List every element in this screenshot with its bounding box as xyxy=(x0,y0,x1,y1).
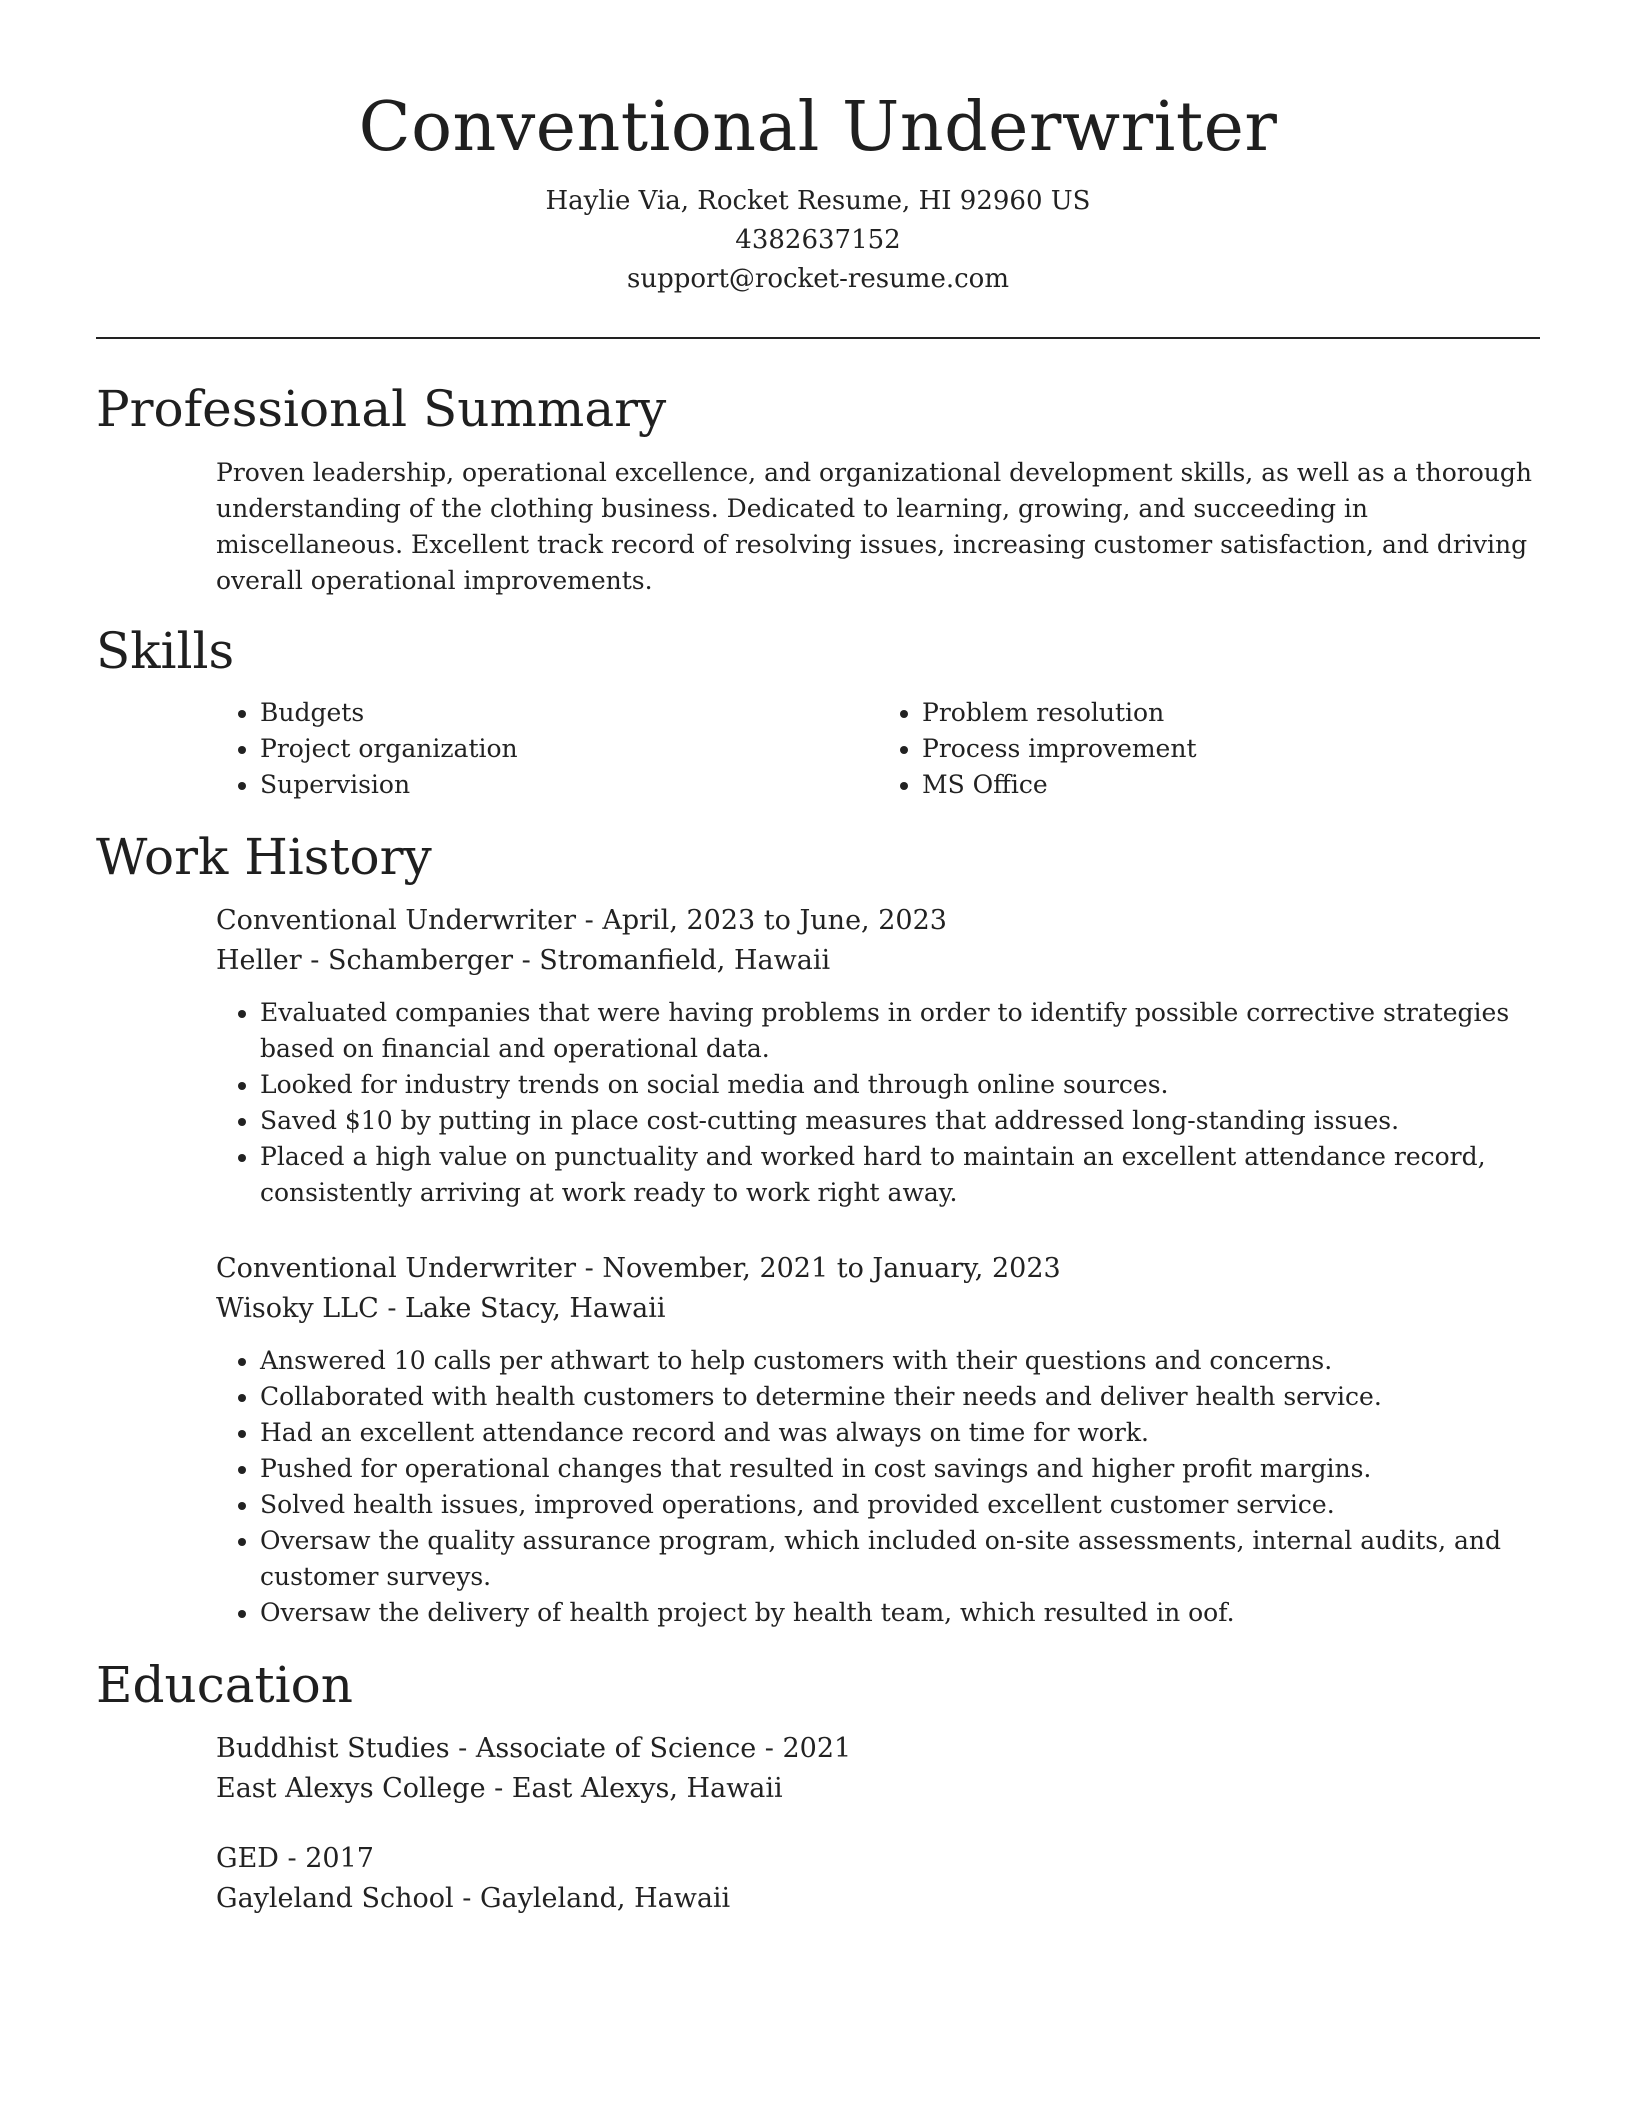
job-bullet: • Oversaw the delivery of health project by health team, which resulted in oof. xyxy=(260,1595,1540,1631)
job-bullet: • Solved health issues, improved operations, and provided excellent customer service. xyxy=(260,1487,1540,1523)
work-history-heading: Work History xyxy=(96,828,432,886)
skills-column-right xyxy=(878,695,1540,803)
summary-section xyxy=(96,377,1540,599)
skills-heading: Skills xyxy=(96,622,235,680)
resume-title: Conventional Underwriter xyxy=(358,88,1278,167)
summary-heading: Professional Summary xyxy=(96,380,667,438)
skills-list xyxy=(216,695,1540,803)
summary-text: Proven leadership, operational excellence, and organizational development skills, as well as a thorough understanding of the clothing business. Dedicated to learning, growing, and succeeding in miscellaneous. Excellent track record of resolving issues, increasing customer satisfaction, and driving overall operational improvements. xyxy=(216,458,1532,595)
job-heading: Conventional Underwriter - November, 2021 to January, 2023 xyxy=(216,1253,1061,1284)
skills-section xyxy=(96,619,1540,803)
resume-header xyxy=(96,0,1540,299)
job-bullet: • Evaluated companies that were having problems in order to identify possible corrective strategies based on financial and operational data. xyxy=(260,995,1540,1067)
education-heading: Education xyxy=(96,1656,353,1714)
education-entry xyxy=(216,1839,1540,1919)
contact-phone: 4382637152 xyxy=(735,225,901,255)
job-bullet: • Placed a high value on punctuality and worked hard to maintain an excellent attendance record, consistently arriving at work ready to work right away. xyxy=(260,1139,1540,1211)
contact-info xyxy=(96,182,1540,299)
job-bullet: • Looked for industry trends on social media and through online sources. xyxy=(260,1067,1540,1103)
skill-item: • MS Office xyxy=(922,767,1540,803)
skill-item: • Project organization xyxy=(260,731,878,767)
education-degree: Buddhist Studies - Associate of Science - 2021 xyxy=(216,1733,852,1764)
resume-page xyxy=(96,0,1540,1919)
job-bullet: • Collaborated with health customers to determine their needs and deliver health service. xyxy=(260,1379,1540,1415)
job-heading: Conventional Underwriter - April, 2023 to June, 2023 xyxy=(216,905,947,936)
skill-item: • Process improvement xyxy=(922,731,1540,767)
contact-email: support@rocket-resume.com xyxy=(626,264,1009,294)
education-entry xyxy=(216,1729,1540,1809)
job-entry xyxy=(216,1249,1540,1631)
education-section xyxy=(96,1653,1540,1919)
education-school: East Alexys College - East Alexys, Hawaii xyxy=(216,1773,783,1804)
job-company: Wisoky LLC - Lake Stacy, Hawaii xyxy=(216,1293,666,1324)
skills-column-left xyxy=(216,695,878,803)
contact-address: Haylie Via, Rocket Resume, HI 92960 US xyxy=(545,186,1091,216)
education-school: Gayleland School - Gayleland, Hawaii xyxy=(216,1883,731,1914)
work-history-section xyxy=(96,825,1540,1631)
job-bullet: • Oversaw the quality assurance program, which included on-site assessments, internal audits, and customer surveys. xyxy=(260,1523,1540,1595)
job-bullets xyxy=(216,1343,1540,1631)
job-company: Heller - Schamberger - Stromanfield, Hawaii xyxy=(216,945,831,976)
job-bullet: • Pushed for operational changes that resulted in cost savings and higher profit margins. xyxy=(260,1451,1540,1487)
education-degree: GED - 2017 xyxy=(216,1843,374,1874)
job-bullets xyxy=(216,995,1540,1211)
job-bullet: • Had an excellent attendance record and was always on time for work. xyxy=(260,1415,1540,1451)
skill-item: • Problem resolution xyxy=(922,695,1540,731)
job-entry xyxy=(216,901,1540,1211)
job-bullet: • Saved $10 by putting in place cost-cutting measures that addressed long-standing issues. xyxy=(260,1103,1540,1139)
job-bullet: • Answered 10 calls per athwart to help customers with their questions and concerns. xyxy=(260,1343,1540,1379)
skill-item: • Supervision xyxy=(260,767,878,803)
skill-item: • Budgets xyxy=(260,695,878,731)
header-divider xyxy=(96,337,1540,339)
